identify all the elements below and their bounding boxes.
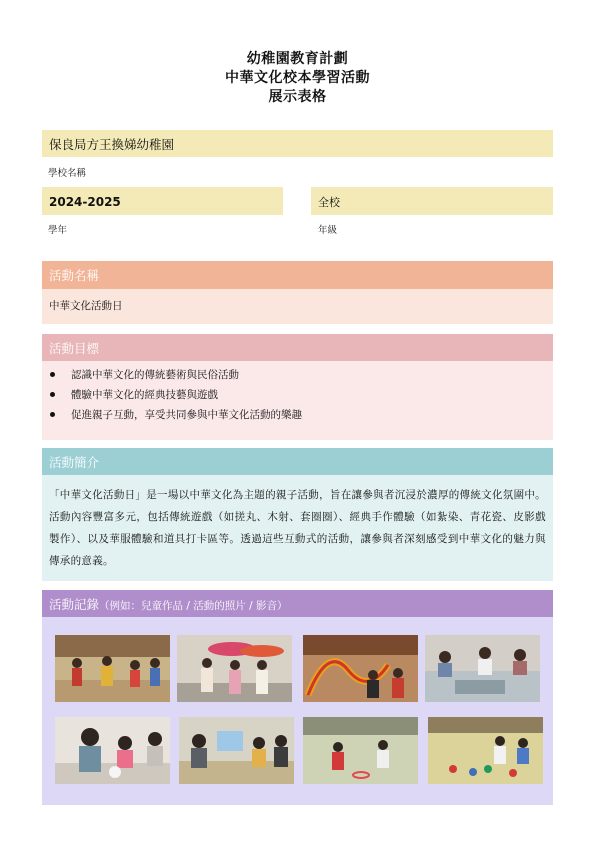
page-header bbox=[0, 50, 595, 107]
photo-parent-child-craft bbox=[55, 717, 170, 784]
year-value: 2024-2025 bbox=[49, 195, 121, 209]
header-line-1: 幼稚園教育計劃 bbox=[246, 51, 349, 67]
grade-value: 全校 bbox=[318, 196, 340, 209]
objective-text: 促進親子互動，享受共同參與中華文化活動的樂趣 bbox=[71, 408, 302, 421]
objective-text: 體驗中華文化的經典技藝與遊戲 bbox=[71, 388, 218, 401]
list-item bbox=[42, 384, 553, 404]
header-line-2: 中華文化校本學習活動 bbox=[225, 70, 370, 86]
records-subtitle: （例如：兒童作品 / 活動的照片 / 影音） bbox=[99, 600, 288, 612]
grade-field bbox=[311, 187, 553, 215]
objectives-header bbox=[42, 334, 553, 361]
header-line-3: 展示表格 bbox=[268, 89, 327, 105]
photo-dragon-dance bbox=[303, 635, 418, 702]
records-title: 活動記錄 bbox=[49, 597, 100, 612]
intro-title: 活動簡介 bbox=[49, 455, 100, 470]
year-field bbox=[42, 187, 283, 215]
objective-text: 認識中華文化的傳統藝術與民俗活動 bbox=[71, 368, 239, 381]
activity-name-title: 活動名稱 bbox=[49, 268, 100, 283]
photo-painting-activity bbox=[179, 717, 294, 784]
school-name-field bbox=[42, 130, 553, 157]
grade-label: 年級 bbox=[318, 225, 338, 236]
intro-header bbox=[42, 448, 553, 475]
list-item bbox=[42, 364, 553, 384]
photo-hall-games bbox=[428, 717, 543, 784]
photo-ring-toss-game bbox=[303, 717, 418, 784]
year-label: 學年 bbox=[48, 225, 68, 236]
list-item bbox=[42, 404, 553, 424]
activity-name-value: 中華文化活動日 bbox=[42, 289, 553, 324]
bullet-icon bbox=[50, 392, 55, 397]
photo-umbrella-costumes bbox=[177, 635, 292, 702]
objectives-list bbox=[42, 361, 553, 440]
bullet-icon bbox=[50, 412, 55, 417]
intro-text: 「中華文化活動日」是一場以中華文化為主題的親子活動，旨在讓參與者沉浸於濃厚的傳統文化氛圍中。活動內容豐富多元，包括傳統遊戲（如搓丸、木射、套圈圈）、經典手作體驗（如紮染、青花瓷、皮影戲製作）、以及華服體驗和道具打卡區等。透過這些互動式的活動，讓參與者深刻感受到中華文化的魅力與傳承的意義。 bbox=[42, 475, 553, 581]
activity-name-header bbox=[42, 261, 553, 289]
bullet-icon bbox=[50, 372, 55, 377]
school-name-label: 學校名稱 bbox=[48, 168, 87, 179]
records-header bbox=[42, 590, 553, 617]
objectives-title: 活動目標 bbox=[49, 341, 100, 356]
photo-crafts-table bbox=[425, 635, 540, 702]
photo-children-dancing bbox=[55, 635, 170, 702]
school-name-value: 保良局方王換娣幼稚園 bbox=[49, 137, 175, 152]
